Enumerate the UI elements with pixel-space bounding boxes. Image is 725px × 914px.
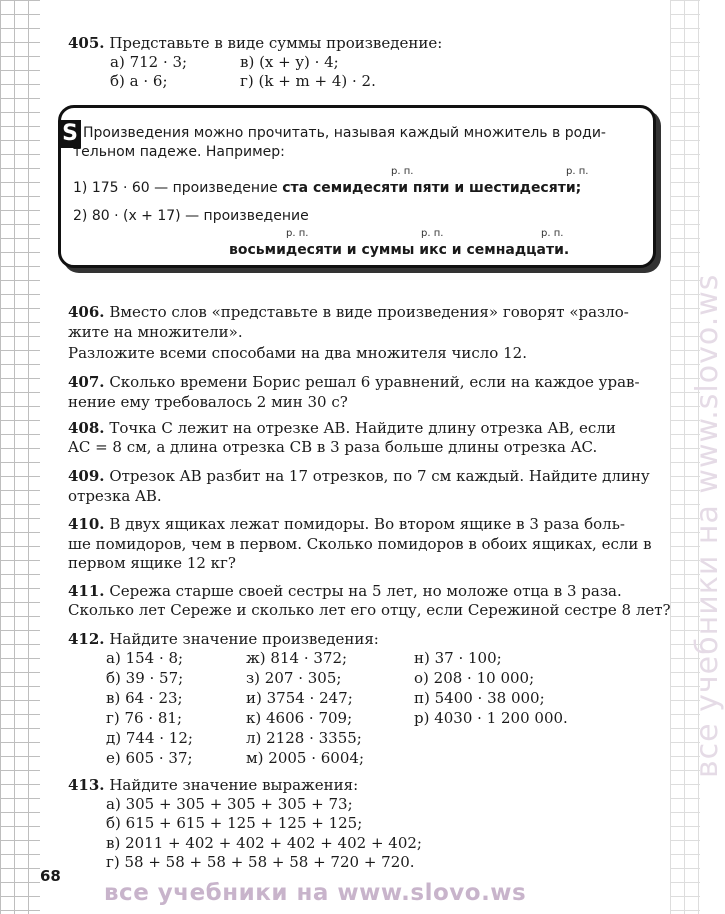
task-405-a: а) 712 · 3; bbox=[110, 53, 188, 71]
rule-box bbox=[58, 105, 656, 268]
rp-label: р. п. bbox=[541, 228, 564, 239]
task-407-line-2: нение ему требовалось 2 мин 30 с? bbox=[68, 393, 348, 411]
task-412-item: н) 37 · 100; bbox=[414, 649, 502, 667]
task-number: 409. bbox=[68, 467, 105, 485]
task-412-item: в) 64 · 23; bbox=[106, 689, 183, 707]
task-410-line-3: первом ящике 12 кг? bbox=[68, 554, 236, 572]
task-413-item: б) 615 + 615 + 125 + 125 + 125; bbox=[106, 814, 363, 832]
task-412-item: д) 744 · 12; bbox=[106, 729, 193, 747]
rule-example-1 bbox=[73, 180, 581, 197]
task-number: 411. bbox=[68, 582, 105, 600]
task-412-item: б) 39 · 57; bbox=[106, 669, 184, 687]
task-405-g: г) (k + m + 4) · 2. bbox=[240, 72, 376, 90]
task-412-item: и) 3754 · 247; bbox=[246, 689, 353, 707]
task-text: Сколько времени Борис решал 6 уравнений, если на каждое урав- bbox=[109, 373, 640, 391]
example-1-text: 1) 175 · 60 — произведение bbox=[73, 180, 278, 196]
margin-grid bbox=[0, 0, 40, 914]
task-405-v: в) (x + y) · 4; bbox=[240, 53, 339, 71]
task-408-line-2: AC = 8 см, а длина отрезка CB в 3 раза больше длины отрезка AC. bbox=[68, 438, 598, 456]
task-412-item: г) 76 · 81; bbox=[106, 709, 183, 727]
task-number: 405. bbox=[68, 34, 105, 52]
task-411-line-1 bbox=[68, 582, 622, 600]
rule-example-2: 2) 80 · (x + 17) — произведение bbox=[73, 208, 309, 224]
rule-icon: S bbox=[59, 120, 81, 148]
task-413-item: а) 305 + 305 + 305 + 305 + 73; bbox=[106, 795, 353, 813]
task-412-item: е) 605 · 37; bbox=[106, 749, 193, 767]
example-1-bold: ста семидесяти пяти и шестидесяти; bbox=[282, 180, 582, 196]
task-411-line-2: Сколько лет Сереже и сколько лет его отцу, если Сережиной сестре 8 лет? bbox=[68, 601, 671, 619]
task-text: Найдите значение произведения: bbox=[109, 630, 379, 648]
task-412-item: ж) 814 · 372; bbox=[246, 649, 348, 667]
task-number: 413. bbox=[68, 776, 105, 794]
task-412-item: з) 207 · 305; bbox=[246, 669, 342, 687]
task-text: Точка C лежит на отрезке AB. Найдите длину отрезка AB, если bbox=[109, 419, 616, 437]
task-409-line-1 bbox=[68, 467, 650, 485]
task-410-line-1 bbox=[68, 515, 625, 533]
rule-line-1: Произведения можно прочитать, называя каждый множитель в роди- bbox=[83, 125, 606, 141]
task-412-item: к) 4606 · 709; bbox=[246, 709, 353, 727]
rule-line-2: тельном падеже. Например: bbox=[73, 144, 285, 160]
page-number: 68 bbox=[40, 867, 61, 885]
task-text: В двух ящиках лежат помидоры. Во втором ящике в 3 раза боль- bbox=[109, 515, 625, 533]
task-413-header bbox=[68, 776, 358, 794]
task-413-item: г) 58 + 58 + 58 + 58 + 58 + 720 + 720. bbox=[106, 853, 415, 871]
task-412-item: р) 4030 · 1 200 000. bbox=[414, 709, 568, 727]
task-text: Представьте в виде суммы произведение: bbox=[109, 34, 443, 52]
task-number: 410. bbox=[68, 515, 105, 533]
task-408-line-1 bbox=[68, 419, 616, 437]
task-text: Вместо слов «представьте в виде произведения» говорят «разло- bbox=[109, 303, 629, 321]
task-406-line-2: жите на множители». bbox=[68, 323, 243, 341]
rp-label: р. п. bbox=[566, 166, 589, 177]
rp-label: р. п. bbox=[421, 228, 444, 239]
rp-label: р. п. bbox=[286, 228, 309, 239]
task-412-item: о) 208 · 10 000; bbox=[414, 669, 535, 687]
watermark-side: все учебники на www.slovo.ws bbox=[690, 273, 725, 778]
task-text: Найдите значение выражения: bbox=[109, 776, 359, 794]
task-405-b: б) a · 6; bbox=[110, 72, 168, 90]
task-406-line-1 bbox=[68, 303, 629, 321]
example-2-bold: восьмидесяти и суммы икс и семнадцати. bbox=[229, 242, 570, 258]
task-number: 406. bbox=[68, 303, 105, 321]
task-409-line-2: отрезка AB. bbox=[68, 487, 162, 505]
rp-label: р. п. bbox=[391, 166, 414, 177]
task-text: Сережа старше своей сестры на 5 лет, но моложе отца в 3 раза. bbox=[109, 582, 622, 600]
task-412-item: а) 154 · 8; bbox=[106, 649, 184, 667]
task-406-line-3: Разложите всеми способами на два множителя число 12. bbox=[68, 344, 527, 362]
task-412-item: м) 2005 · 6004; bbox=[246, 749, 364, 767]
task-412-item: п) 5400 · 38 000; bbox=[414, 689, 545, 707]
task-number: 407. bbox=[68, 373, 105, 391]
task-405-header bbox=[68, 34, 442, 52]
task-text: Отрезок AB разбит на 17 отрезков, по 7 см каждый. Найдите длину bbox=[109, 467, 650, 485]
task-410-line-2: ше помидоров, чем в первом. Сколько помидоров в обоих ящиках, если в bbox=[68, 535, 652, 553]
task-number: 412. bbox=[68, 630, 105, 648]
task-407-line-1 bbox=[68, 373, 640, 391]
task-412-item: л) 2128 · 3355; bbox=[246, 729, 362, 747]
task-number: 408. bbox=[68, 419, 105, 437]
task-413-item: в) 2011 + 402 + 402 + 402 + 402 + 402; bbox=[106, 834, 422, 852]
watermark-bottom: все учебники на www.slovo.ws bbox=[104, 880, 527, 906]
task-412-header bbox=[68, 630, 379, 648]
